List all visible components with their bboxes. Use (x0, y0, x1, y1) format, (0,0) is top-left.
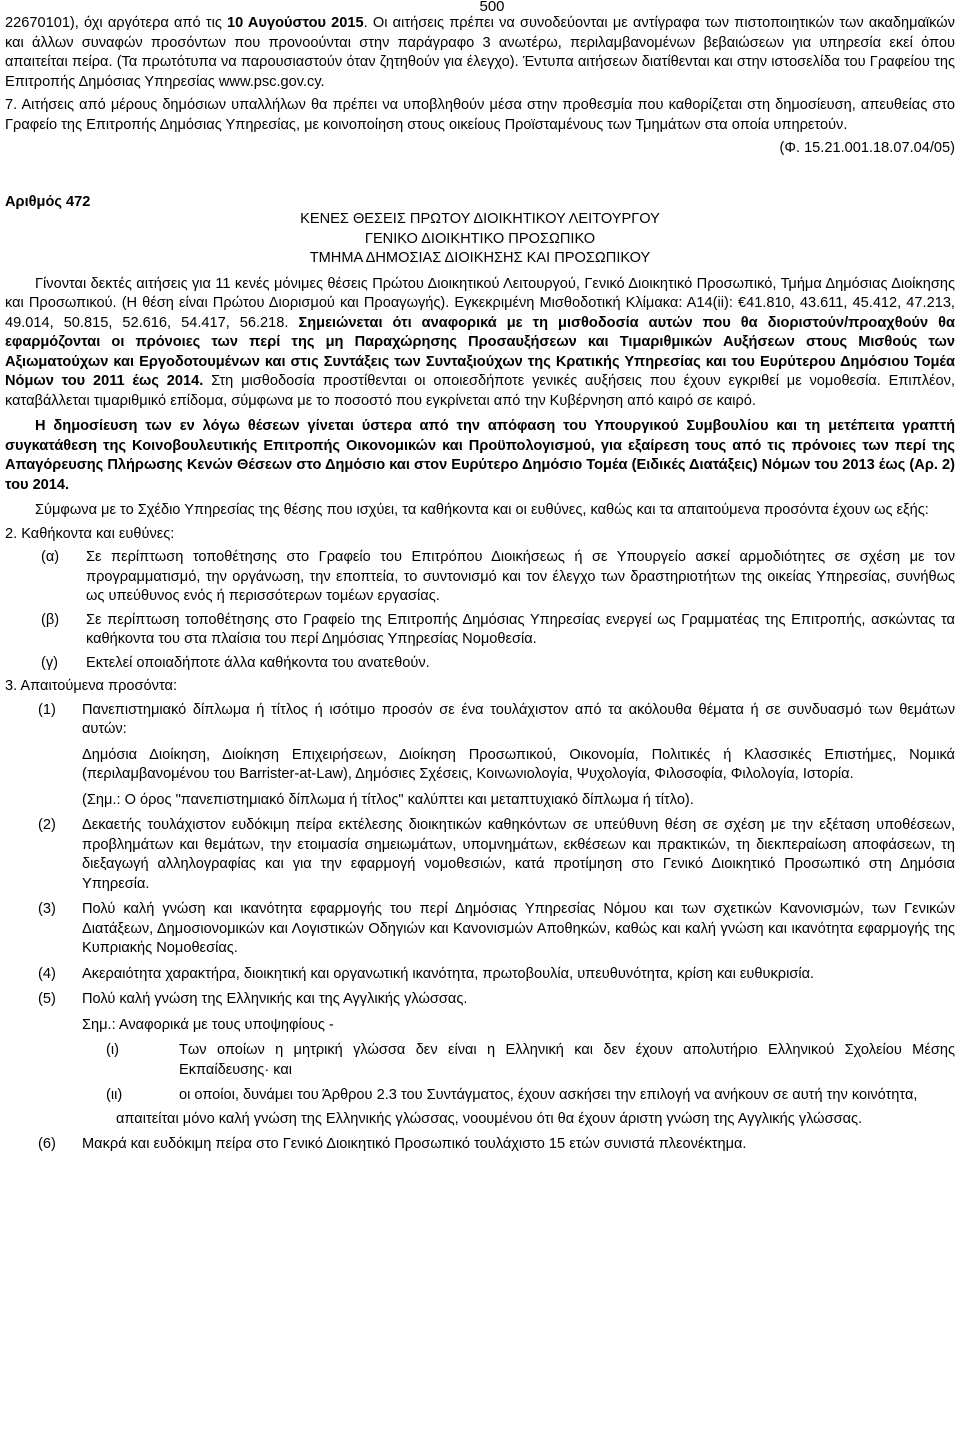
qualification-item (5, 1135, 955, 1155)
qualification-item (5, 701, 955, 811)
sub-text: οι οποίοι, δυνάμει του Άρθρου 2.3 του Συντάγματος, έχουν ασκήσει την επιλογή να ανήκουν σε αυτή την κοινότητα, (179, 1087, 918, 1103)
intro-paragraph: Γίνονται δεκτές αιτήσεις για 11 κενές μόνιμες θέσεις Πρώτου Διοικητικού Λειτουργού, Γενικό Διοικητικό Προσωπικό, Τμήμα Δημόσιας Διοίκησης και Προσωπικού. (Η θέση είναι Πρώτου Διορισμού και Προαγωγής). Εγκεκριμένη Μισθοδοτική Κλίμακα: Α14(ii): €41.810, 43.611, 45.412, 47.213, 49.014, 50.815, 52.616, 54.417, 56.218. Σημειώνεται ότι αναφορικά με τη μισθοδοσία αυτών που θα διοριστούν/προαχθούν θα εφαρμόζονται οι πρόνοιες των περί της μη Παραχώρησης Προσαυξήσεων και Τιμαριθμικών Αυξήσεων στους Μισθούς των Αξιωματούχων και Εργοδοτουμένων και στις Συντάξεις των Συνταξιούχων της Κρατικής Υπηρεσίας και του Ευρύτερου Δημόσιου Τομέα Νόμων του 2011 έως 2014. Στη μισθοδοσία προστίθενται οι οποιεσδήποτε γενικές αυξήσεις που έχουν εγκριθεί με νομοθεσία. Επιπλέον, καταβάλλεται τιμαριθμικό επίδομα, σύμφωνα με το ποσοστό που εγκρίνεται από την Κυβέρνηση από καιρό σε καιρό. (5, 275, 955, 409)
qualification-note: (Σημ.: Ο όρος "πανεπιστημιακό δίπλωμα ή τίτλος" καλύπτει και μεταπτυχιακό δίπλωμα ή τίτλο). (82, 791, 694, 808)
scheme-paragraph: Σύμφωνα με το Σχέδιο Υπηρεσίας της θέσης που ισχύει, τα καθήκοντα και οι ευθύνες, καθώς και τα απαιτούμενα προσόντα έχουν ως εξής: (35, 502, 929, 518)
duty-text: Εκτελεί οποιαδήποτε άλλα καθήκοντα του ανατεθούν. (86, 654, 430, 671)
sub-label: (ι) (106, 1042, 119, 1058)
sub-label: (ιι) (106, 1087, 123, 1103)
qualification-label: (5) (38, 991, 56, 1007)
qualification-note: Σημ.: Αναφορικά με τους υποψηφίους - (82, 1016, 334, 1033)
qualification-text: Δεκαετής τουλάχιστον ευδόκιμη πείρα εκτέλεσης διοικητικών καθηκόντων σε υπεύθυνη θέση σε σχέση με την εξέταση υποθέσεων, προβλημάτων και θεμάτων, την ετοιμασία σημειωμάτων, υπομνημάτων, εκθέσεων και πρακτικών, τη διεκπεραίωση αποφάσεων, τη διεξαγωγή αλληλογραφίας και για την εφαρμογή νομοθεσιών, κατά προτίμηση στο Γενικό Διοικητικό Προσωπικό στη Δημόσια Υπηρεσία. (82, 817, 955, 892)
top-paragraph: 22670101), όχι αργότερα από τις 10 Αυγούστου 2015. Οι αιτήσεις πρέπει να συνοδεύονται με αντίγραφα των πιστοποιητικών των ακαδημαϊκών και άλλων συναφών προσόντων που προνοούνται στην παράγραφο 3 ανωτέρω, περιλαμβανομένων βεβαιώσεων για υπηρεσία εκεί όπου απαιτείται πείρα. (Τα πρωτότυπα να παρουσιαστούν όταν ζητηθούν για έλεγχο). Έντυπα αιτήσεων διατίθενται και στην ιστοσελίδα του Γραφείου της Επιτροπής Δημόσιας Υπηρεσίας www.psc.gov.cy. (5, 15, 955, 90)
notice-titles (5, 210, 955, 269)
notice-title-3: ΤΜΗΜΑ ΔΗΜΟΣΙΑΣ ΔΙΟΙΚΗΣΗΣ ΚΑΙ ΠΡΟΣΩΠΙΚΟΥ (309, 250, 651, 266)
section-3-heading: 3. Απαιτούμενα προσόντα: (5, 678, 178, 694)
duty-item (5, 654, 955, 674)
qualification-text: Μακρά και ευδόκιμη πείρα στο Γενικό Διοικητικό Προσωπικό τουλάχιστο 15 ετών συνιστά πλεονέκτημα. (82, 1136, 747, 1152)
sub-text: Των οποίων η μητρική γλώσσα δεν είναι η Ελληνική και δεν έχουν απολυτήριο Ελληνικού Σχολείου Μέσης Εκπαίδευσης· και (179, 1042, 955, 1078)
qualification-text: Πολύ καλή γνώση της Ελληνικής και της Αγγλικής γλώσσας. (82, 991, 468, 1007)
duty-text: Σε περίπτωση τοποθέτησης στο Γραφείο της Επιτροπής Δημόσιας Υπηρεσίας ενεργεί ως Γραμματέας της Επιτροπής, ασκώντας τα καθήκοντα του στα πλαίσια του περί Δημόσιας Υπηρεσίας Νομοθεσία. (86, 611, 955, 647)
duty-text: Σε περίπτωση τοποθέτησης στο Γραφείο του Επιτρόπου Διοικήσεως ή σε Υπουργείο ασκεί αρμοδιότητες σε σχέση με τον προγραμματισμό, την οργάνωση, την εποπτεία, το συντονισμό και τον έλεγχο των δραστηριοτήτων της οικείας Υπηρεσίας, συνήθως ως υπεύθυνος ενός ή περισσότερων τομέων εργασίας. (86, 549, 955, 604)
qualification-label: (2) (38, 817, 56, 833)
qualification-text: Πανεπιστημιακό δίπλωμα ή τίτλος ή ισότιμο προσόν σε ένα τουλάχιστον από τα ακόλουθα θέματα ή σε συνδυασμό των θεμάτων αυτών: (82, 701, 955, 737)
qualification-label: (3) (38, 901, 56, 917)
qualification-text: Ακεραιότητα χαρακτήρα, διοικητική και οργανωτική ικανότητα, πρωτοβουλία, υπευθυνότητα, κρίση και ευθυκρισία. (82, 965, 815, 982)
notice-title-1: ΚΕΝΕΣ ΘΕΣΕΙΣ ΠΡΩΤΟΥ ΔΙΟΙΚΗΤΙΚΟΥ ΛΕΙΤΟΥΡΓΟΥ (300, 211, 660, 227)
duty-label: (γ) (41, 654, 59, 671)
language-sub-item (82, 1041, 955, 1080)
qualification-label: (6) (38, 1136, 56, 1152)
notice-number: Αριθμός 472 (5, 193, 91, 210)
qualification-item (5, 965, 955, 985)
qualification-item (5, 816, 955, 894)
qualification-item (5, 990, 955, 1106)
duty-label: (α) (41, 549, 60, 565)
approval-paragraph: Η δημοσίευση των εν λόγω θέσεων γίνεται ύστερα από την απόφαση του Υπουργικού Συμβουλίου και τη μετέπειτα γραπτή συγκατάθεση της Κοινοβουλευτικής Επιτροπής Οικονομικών και Προϋπολογισμού, για εξαίρεση τους από τις πρόνοιες των περί της Απαγόρευσης Πλήρωσης Κενών Θέσεων στο Δημόσιο και στον Ευρύτερο Δημόσιο Τομέα (Ειδικές Διατάξεις) Νόμων του 2013 έως (Αρ. 2) του 2014. (5, 418, 955, 493)
item-7-paragraph: 7. Αιτήσεις από μέρους δημόσιων υπαλλήλων θα πρέπει να υποβληθούν μέσα στην προθεσμία που καθορίζεται στη δημοσίευση, απευθείας στο Γραφείο της Επιτροπής Δημόσιας Υπηρεσίας, με κοινοποίηση στους οικείους Προϊσταμένους των Τμημάτων στα οποία υπηρετούν. (5, 97, 955, 133)
qualification-text: Πολύ καλή γνώση και ικανότητα εφαρμογής του περί Δημόσιας Υπηρεσίας Νόμου και των σχετικών Κανονισμών, των Γενικών Διατάξεων, Δημοσιονομικών και Λογιστικών Οδηγιών και Κανονισμών Αποθηκών, καθώς και καλή γνώση και ικανότητα εφαρμογής της Κυπριακής Νομοθεσίας. (82, 901, 955, 956)
section-2-heading: 2. Καθήκοντα και ευθύνες: (5, 525, 175, 542)
qualification-label: (4) (38, 965, 56, 982)
qualification-item (5, 900, 955, 959)
page-number: 500 (479, 0, 505, 15)
duty-item (5, 611, 955, 650)
file-reference: (Φ. 15.21.001.18.07.04/05) (779, 140, 955, 156)
duty-item (5, 548, 955, 607)
qualification-subjects: Δημόσια Διοίκηση, Διοίκηση Επιχειρήσεων, Διοίκηση Προσωπικού, Οικονομία, Πολιτικές ή Κλασσικές Επιστήμες, Νομικά (περιλαμβανομένου του Barrister-at-Law), Δημόσιες Σχέσεις, Κοινωνιολογία, Ψυχολογία, Φιλοσοφία, Φιλολογία, Ιστορία. (82, 746, 955, 782)
duty-label: (β) (41, 611, 60, 628)
notice-title-2: ΓΕΝΙΚΟ ΔΙΟΙΚΗΤΙΚΟ ΠΡΟΣΩΠΙΚΟ (364, 230, 596, 247)
language-tail: απαιτείται μόνο καλή γνώση της Ελληνικής γλώσσας, νοουμένου ότι θα έχουν άριστη γνώση της Αγγλικής γλώσσας. (116, 1110, 863, 1127)
document-page (5, 0, 955, 1155)
qualification-label: (1) (38, 701, 56, 718)
language-sub-item (82, 1086, 955, 1106)
